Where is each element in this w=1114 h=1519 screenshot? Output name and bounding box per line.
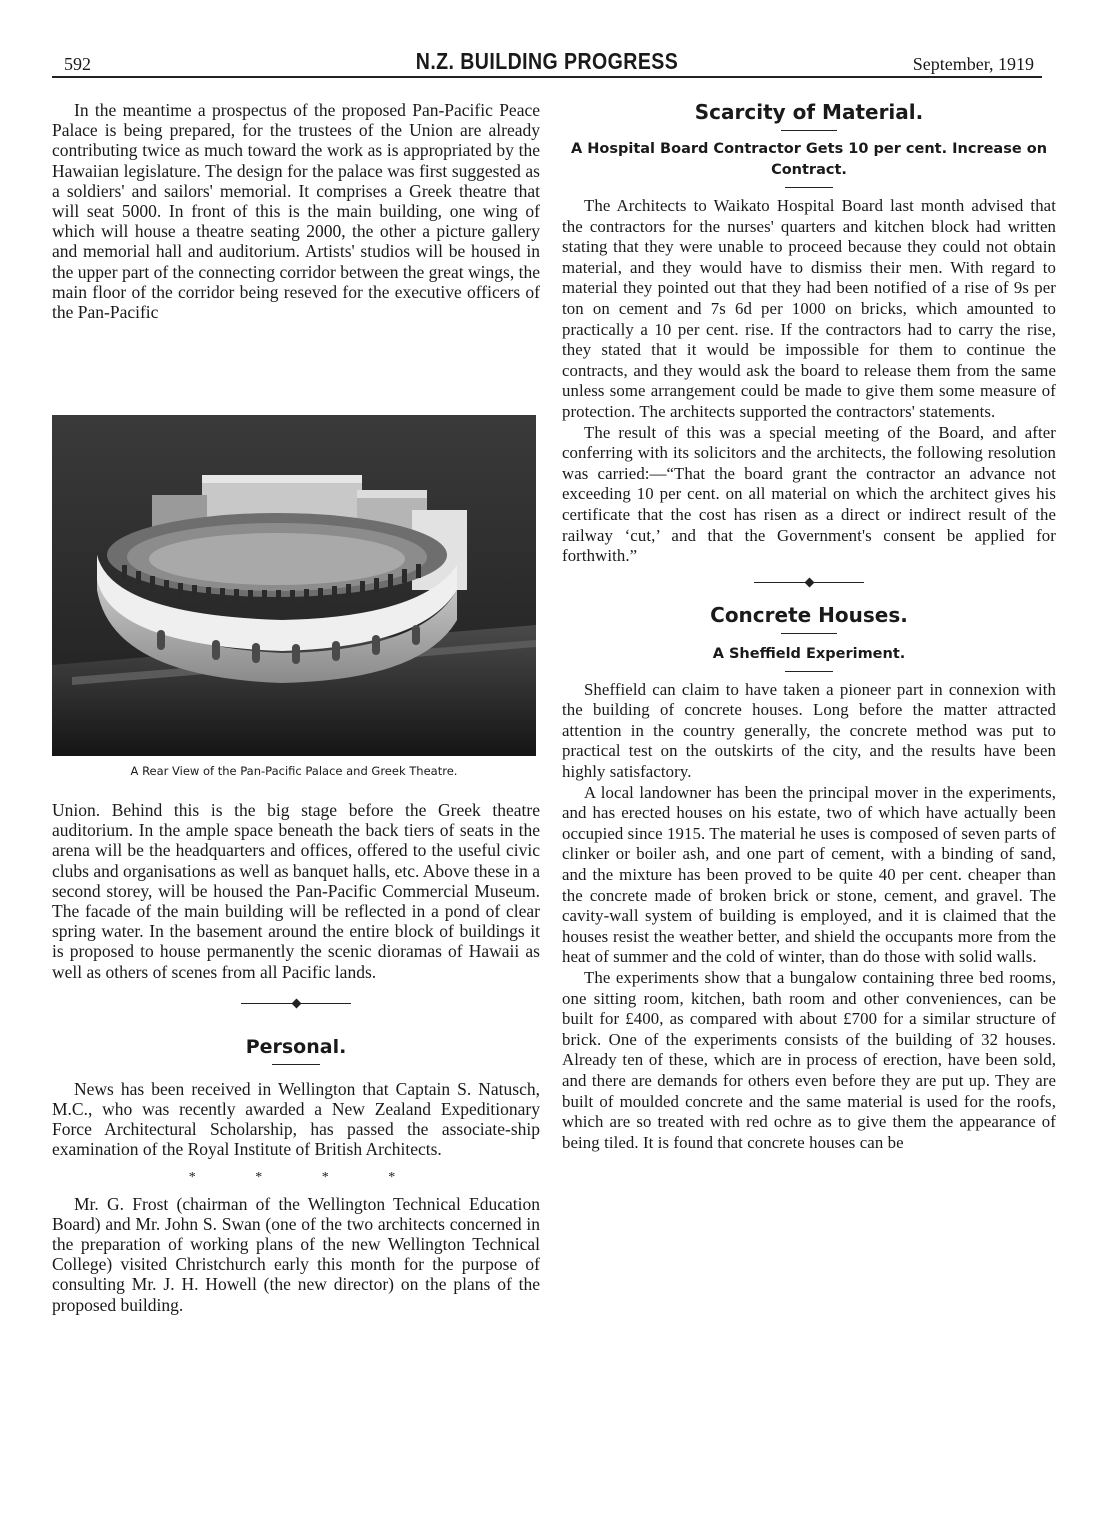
photo-caption: A Rear View of the Pan-Pacific Palace and Greek Theatre.: [130, 764, 458, 778]
right-column: [562, 100, 1056, 1153]
subheading-rule: [785, 187, 833, 188]
scarcity-paragraph-2: The result of this was a special meeting of the Board, and after conferring with its solicitors and the architects, the following resolution was carried:—“That the board grant the contractor an advance not exceeding 10 per cent. on all material on which the architect gives his certificate that the cost has risen as a direct or indirect result of the railway ‘cut,’ and that the Government's consent be applied for forthwith.”: [562, 422, 1056, 566]
left-column-bottom: [52, 800, 540, 1315]
intro-paragraph: In the meantime a prospectus of the proposed Pan-Pacific Peace Palace is being prepared, for the trustees of the Union are already contributing twice as much toward the work as is appropriated by the Hawaiian legislature. The design for the palace was first suggested as a soldiers' and sailors' memorial. It comprises a Greek theatre that will seat 5000. In front of this is the main building, one wing of which will house a theatre seating 2000, the other a picture gallery and memorial hall and auditorium. Artists' studios will be housed in the upper part of the connecting corridor between the great wings, the main floor of the corridor being reseved for the executive officers of the Pan-Pacific: [52, 100, 540, 323]
theatre-model-illustration: [52, 415, 536, 756]
section-divider: [241, 996, 351, 1010]
publication-title: N.Z. BUILDING PROGRESS: [415, 48, 679, 74]
personal-paragraph-2: Mr. G. Frost (chairman of the Wellington Technical Education Board) and Mr. John S. Swan (one of the two architects concerned in the preparation of working plans of the new Wellington Technical College) visited Christchurch early this month for the purpose of consulting Mr. J. H. Howell (the new director) on the plans of the proposed building.: [52, 1193, 540, 1315]
issue-date: September, 1919: [912, 54, 1034, 74]
masthead: [52, 48, 1042, 78]
concrete-paragraph-1: Sheffield can claim to have taken a pioneer part in connexion with the building of concrete houses. Long before the matter attracted attention in the country generally, the concrete method was put to practical test on the outskirts of the city, and the results have been highly satisfactory.: [562, 679, 1056, 782]
continued-paragraph: Union. Behind this is the big stage before the Greek theatre auditorium. In the ample space beneath the back tiers of seats in the arena will be the headquarters and offices, offered to the useful civic clubs and organisations as well as banquet halls, etc. Above these in a second storey, will be housed the Pan-Pacific Commercial Museum. The facade of the main building will be reflected in a pond of clear spring water. In the basement around the entire block of buildings it is proposed to house permanently the scenic dioramas of Hawaii as well as others of scenes from all Pacific lands.: [52, 800, 540, 982]
personal-paragraph-1: News has been received in Wellington that Captain S. Natusch, M.C., who was recently awarded a New Zealand Expeditionary Force Architectural Scholarship, has passed the associate-ship examination of the Royal Institute of British Architects.: [52, 1078, 540, 1160]
section-divider: [754, 575, 864, 589]
page-number: 592: [64, 54, 91, 74]
left-column-top: [52, 100, 540, 322]
concrete-paragraph-3: The experiments show that a bungalow containing three bed rooms, one sitting room, kitchen, bath room and other conveniences, can be built for £400, as compared with about £700 for a similar structure of brick. One of the experiments consists of the building of 32 houses. Already ten of these, which are in process of erection, have been sold, and there are demands for others even before they are put up. They are built of moulded concrete and the same material is used for the roofs, which are so treated with red ochre as to give them the appearance of being tiled. It is found that concrete houses can be: [562, 968, 1056, 1152]
concrete-heading: Concrete Houses.: [710, 602, 908, 627]
theatre-photo: [52, 415, 536, 756]
concrete-subheading: A Sheffield Experiment.: [712, 645, 906, 662]
scarcity-subheading: A Hospital Board Contractor Gets 10 per cent. Increase on Contract.: [570, 141, 1048, 178]
separator-stars: * * * *: [188, 1169, 424, 1185]
heading-rule: [272, 1064, 320, 1065]
concrete-paragraph-2: A local landowner has been the principal mover in the experiments, and has erected houses on his estate, two of which have actually been occupied since 1915. The material he uses is composed of seven parts of clinker or boiler ash, and one part of cement, with a binding of sand, and the mixture has been proved to be quite 40 per cent. cheaper than the concrete made of broken brick or stone, cement, and gravel. The cavity-wall system of building is employed, and it is claimed that the houses resist the weather better, and shield the occupants more from the heat of summer and the cold of winter, than do those with solid walls.: [562, 782, 1056, 967]
scarcity-heading: Scarcity of Material.: [694, 100, 924, 124]
heading-rule: [781, 633, 837, 634]
subheading-rule: [785, 671, 833, 672]
personal-heading: Personal.: [245, 1035, 347, 1058]
heading-rule: [781, 130, 837, 131]
scarcity-paragraph-1: The Architects to Waikato Hospital Board last month advised that the contractors for the nurses' quarters and kitchen block had written stating that they were unable to proceed because they could not obtain material, and they would have to dismiss their men. With regard to material they pointed out that they had been notified of a rise of 9s per ton on cement and 7s 6d per 1000 on bricks, which amounted to practically a 10 per cent. rise. If the contractors had to carry the rise, they stated that it would be impossible for them to continue the contracts, and they would ask the board to release them from the same unless some arrangement could be made to give them some measure of protection. The architects supported the contractors' statements.: [562, 196, 1056, 421]
